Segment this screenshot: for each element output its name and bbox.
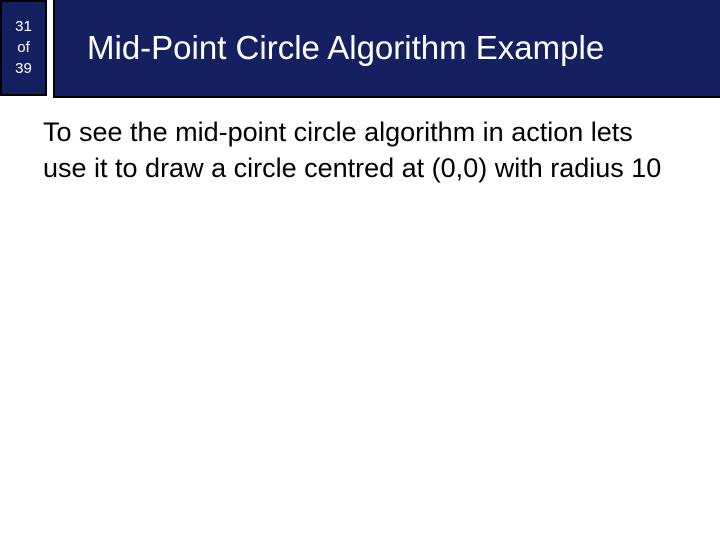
title-bar xyxy=(53,0,720,98)
slide-number-total: 39 xyxy=(15,60,32,77)
slide-number-current: 31 xyxy=(15,18,32,35)
slide-number-of-label: of xyxy=(17,39,30,56)
slide-body-text: To see the mid-point circle algorithm in action lets use it to draw a circle centred at (0,0) with radius 10 xyxy=(43,117,662,183)
slide-title: Mid-Point Circle Algorithm Example xyxy=(87,29,605,66)
slide-counter xyxy=(0,0,47,96)
